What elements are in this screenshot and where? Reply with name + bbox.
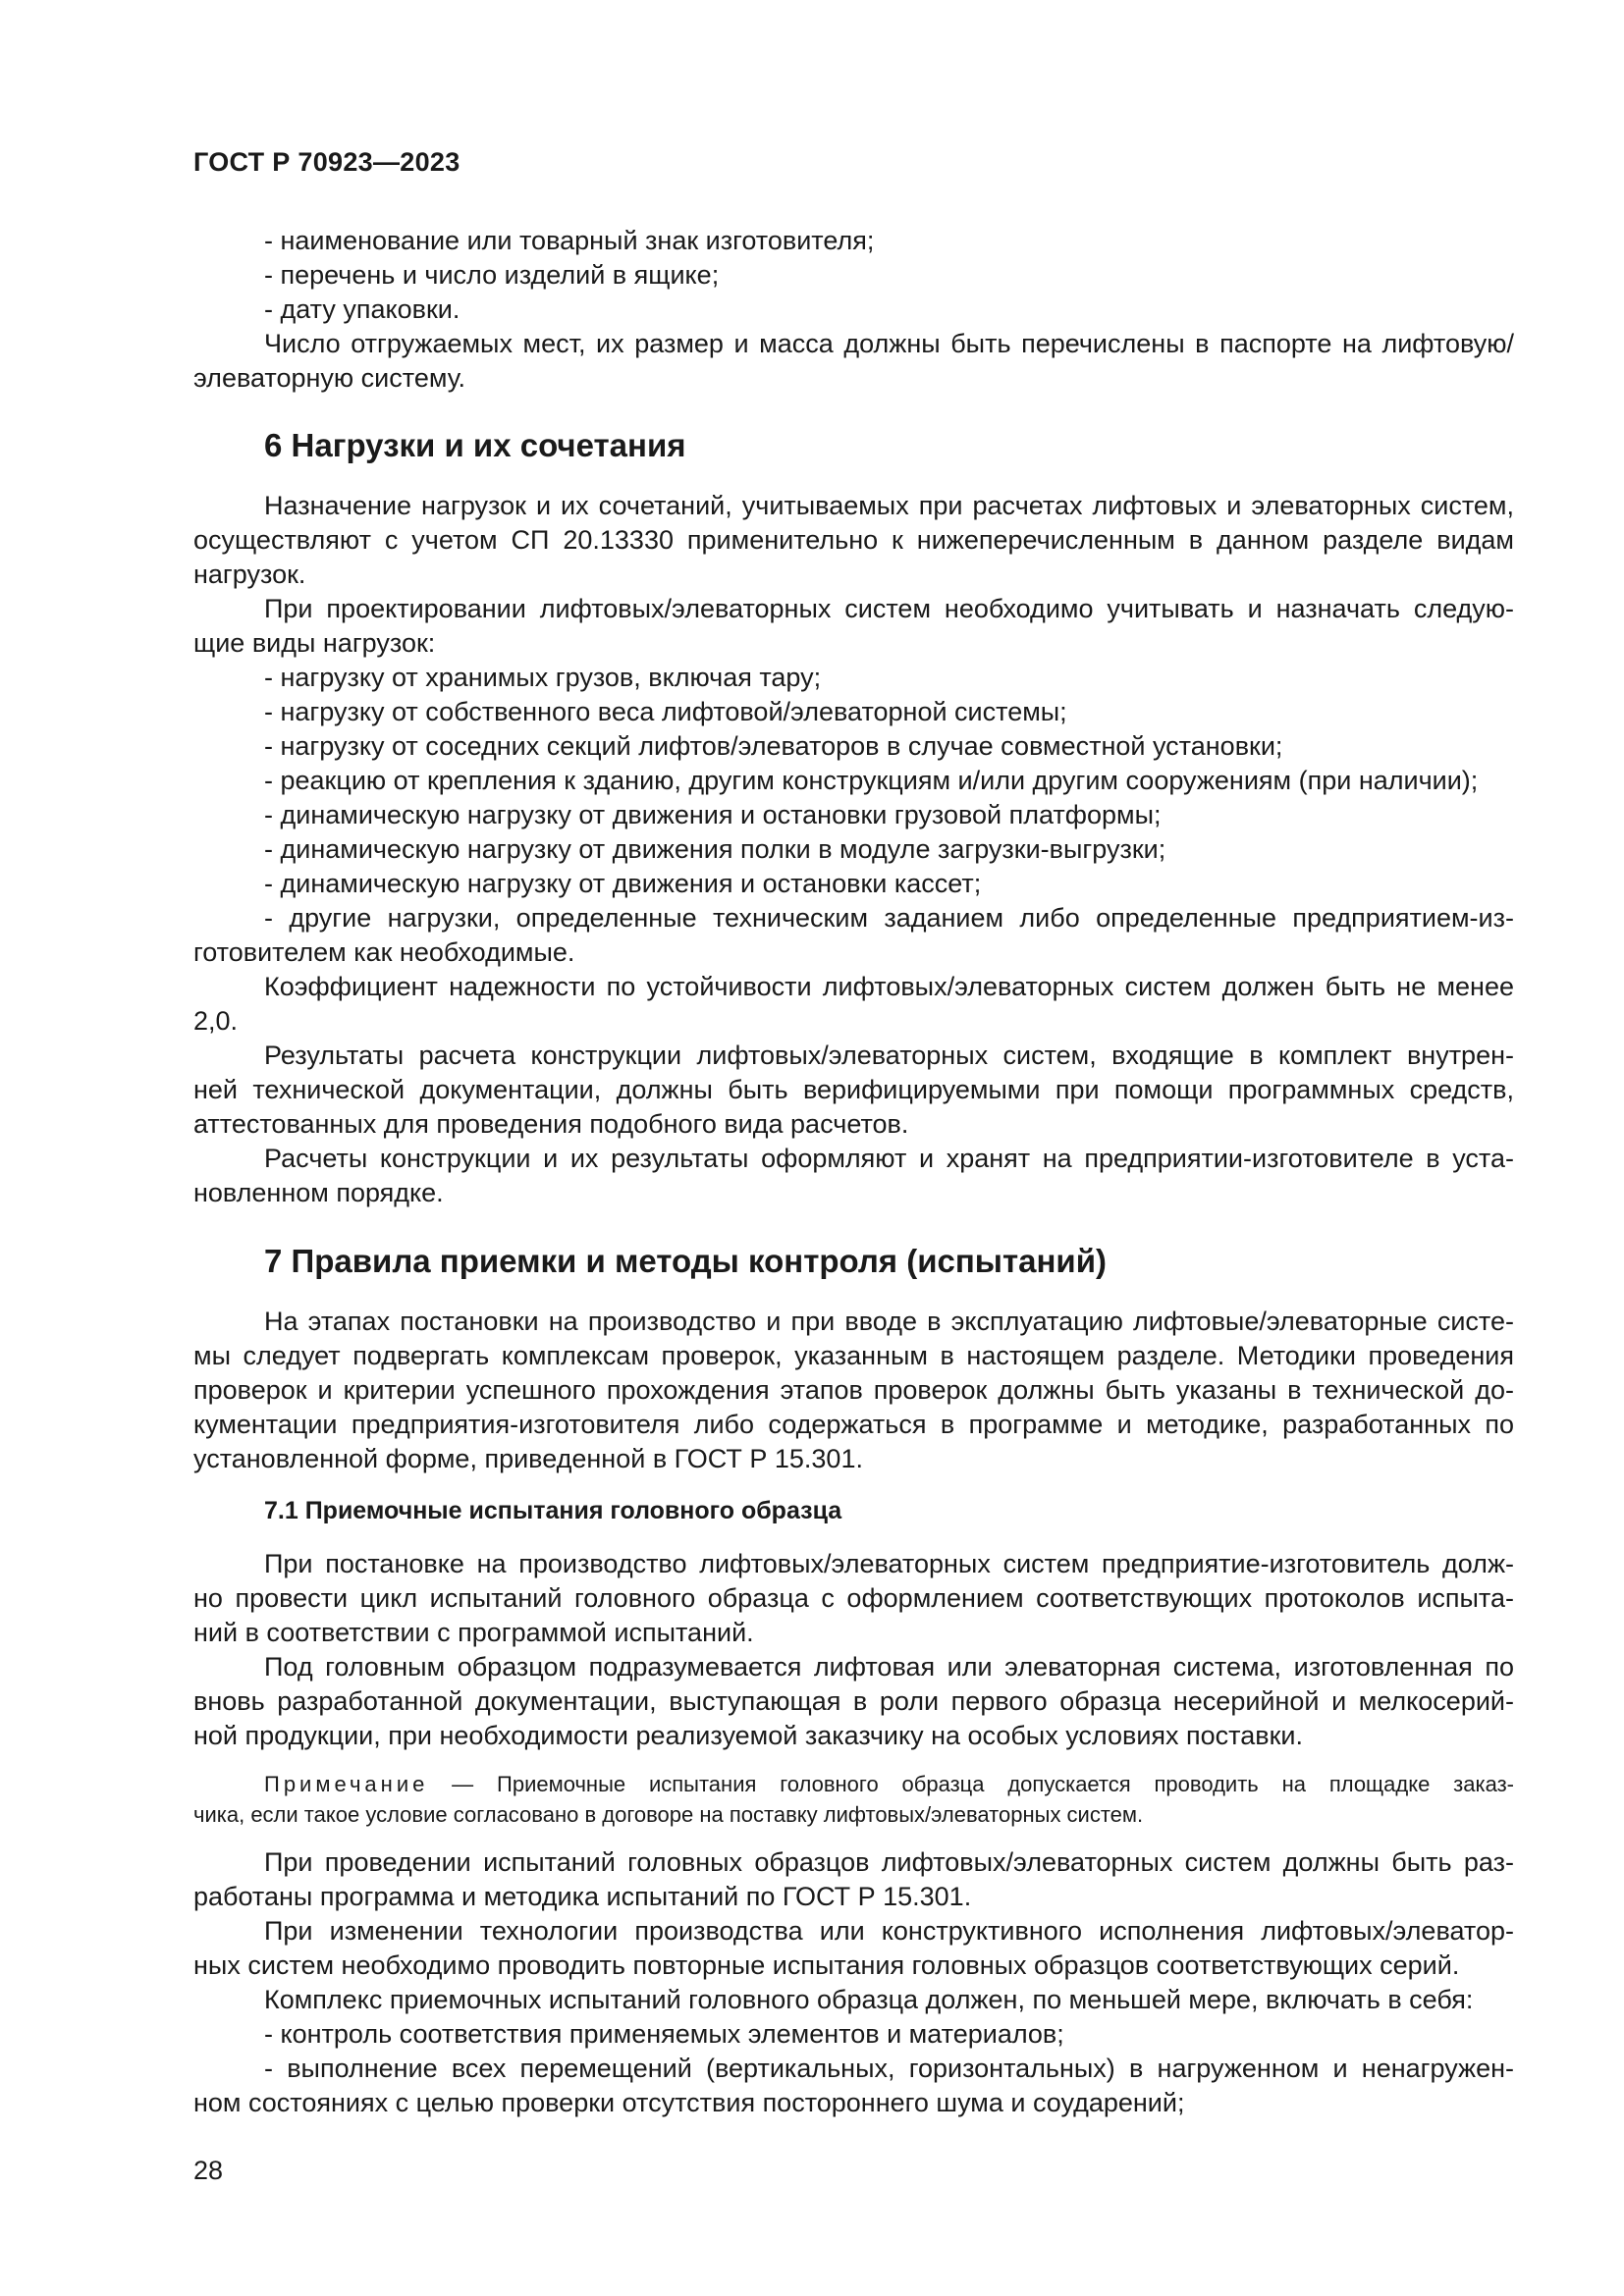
note-block — [193, 1769, 1514, 1830]
paragraph-line: элеваторную систему. — [193, 363, 466, 393]
list-item: - наименование или товарный знак изготовителя; — [264, 226, 875, 255]
page-number: 28 — [193, 2156, 224, 2185]
list-item: - динамическую нагрузку от движения и остановки грузовой платформы; — [264, 800, 1162, 829]
paragraph-line: Комплекс приемочных испытаний головного образца должен, по меньшей мере, включать в себя: — [264, 1985, 1474, 2014]
paragraph-line: но провести цикл испытаний головного образца с оформлением соответствующих протоколов испыта- — [193, 1583, 1514, 1613]
list-item: - перечень и число изделий в ящике; — [264, 260, 720, 290]
list-item: - нагрузку от хранимых грузов, включая тару; — [264, 663, 822, 692]
list-item: - нагрузку от собственного веса лифтовой/элеваторной системы; — [264, 697, 1067, 726]
paragraph-line: аттестованных для проведения подобного вида расчетов. — [193, 1109, 909, 1139]
document-header: ГОСТ Р 70923—2023 — [193, 147, 460, 177]
paragraph-line: осуществляют с учетом СП 20.13330 применительно к нижеперечисленным в данном разделе видам — [193, 525, 1514, 555]
list-item: - выполнение всех перемещений (вертикальных, горизонтальных) в нагруженном и ненагружен- — [264, 2054, 1514, 2083]
paragraph-line: кументации предприятия-изготовителя либо содержаться в программе и методике, разработанных по — [193, 1410, 1514, 1439]
paragraph-line: работаны программа и методика испытаний по ГОСТ Р 15.301. — [193, 1882, 972, 1911]
paragraph-line: Назначение нагрузок и их сочетаний, учитываемых при расчетах лифтовых и элеваторных систем, — [264, 491, 1514, 520]
paragraph-line: Коэффициент надежности по устойчивости лифтовых/элеваторных систем должен быть не менее — [264, 972, 1514, 1001]
note-line: чика, если такое условие согласовано в договоре на поставку лифтовых/элеваторных систем. — [193, 1802, 1144, 1827]
subsection-7-1-title: 7.1 Приемочные испытания головного образца — [264, 1497, 842, 1524]
list-item: - контроль соответствия применяемых элементов и материалов; — [264, 2019, 1064, 2049]
paragraph-line: Результаты расчета конструкции лифтовых/элеваторных систем, входящие в комплект внутрен- — [264, 1041, 1514, 1070]
paragraph-line: проверок и критерии успешного прохождения этапов проверок должны быть указаны в технической до- — [193, 1375, 1514, 1405]
list-item: - динамическую нагрузку от движения и остановки кассет; — [264, 869, 982, 898]
paragraph-line: Под головным образцом подразумевается лифтовая или элеваторная система, изготовленная по — [264, 1652, 1514, 1682]
paragraph-line: ней технической документации, должны быть верифицируемыми при помощи программных средств, — [193, 1075, 1514, 1104]
list-item: - динамическую нагрузку от движения полки в модуле загрузки-выгрузки; — [264, 834, 1166, 864]
list-item-continuation: готовителем как необходимые. — [193, 937, 575, 967]
paragraph-line: ний в соответствии с программой испытаний. — [193, 1618, 754, 1647]
note-line — [193, 1769, 1514, 1799]
paragraph-line: При проведении испытаний головных образцов лифтовых/элеваторных систем должны быть раз- — [264, 1847, 1514, 1877]
section-7-title: 7 Правила приемки и методы контроля (испытаний) — [264, 1243, 1107, 1279]
paragraph-line: 2,0. — [193, 1006, 239, 1036]
paragraph-line: щие виды нагрузок: — [193, 628, 436, 658]
paragraph-line: ных систем необходимо проводить повторные испытания головных образцов соответствующих серий. — [193, 1950, 1460, 1980]
paragraph-line: Расчеты конструкции и их результаты оформляют и хранят на предприятии-изготовителе в уста- — [264, 1144, 1514, 1173]
list-item: - другие нагрузки, определенные техническим заданием либо определенные предприятием-из- — [264, 903, 1514, 933]
paragraph-line: нагрузок. — [193, 560, 306, 589]
paragraph-line: вновь разработанной документации, выступающая в роли первого образца несерийной и мелкосерий- — [193, 1686, 1514, 1716]
paragraph-line: установленной форме, приведенной в ГОСТ Р 15.301. — [193, 1444, 863, 1473]
list-item: - дату упаковки. — [264, 294, 460, 324]
section-6-title: 6 Нагрузки и их сочетания — [264, 427, 686, 463]
paragraph-line: При постановке на производство лифтовых/элеваторных систем предприятие-изготовитель долж- — [264, 1549, 1514, 1578]
list-item: - реакцию от крепления к зданию, другим конструкциям и/или другим сооружениям (при наличии); — [264, 766, 1479, 795]
list-item: - нагрузку от соседних секций лифтов/элеваторов в случае совместной установки; — [264, 731, 1283, 761]
paragraph-line: На этапах постановки на производство и при вводе в эксплуатацию лифтовые/элеваторные систе- — [264, 1307, 1514, 1336]
paragraph-line: Число отгружаемых мест, их размер и масса должны быть перечислены в паспорте на лифтовую/ — [264, 329, 1514, 358]
list-item-continuation: ном состояниях с целью проверки отсутствия постороннего шума и соударений; — [193, 2088, 1185, 2117]
document-body — [193, 224, 1514, 2120]
paragraph-line: новленном порядке. — [193, 1178, 444, 1207]
note-text: — Приемочные испытания головного образца допускается проводить на площадке заказ- — [428, 1772, 1514, 1796]
paragraph-line: мы следует подвергать комплексам проверок, указанным в настоящем разделе. Методики проведения — [193, 1341, 1514, 1370]
note-label: Примечание — [264, 1772, 429, 1796]
paragraph-line: При проектировании лифтовых/элеваторных систем необходимо учитывать и назначать следую- — [264, 594, 1514, 623]
paragraph-line: При изменении технологии производства или конструктивного исполнения лифтовых/элеватор- — [264, 1916, 1514, 1946]
paragraph-line: ной продукции, при необходимости реализуемой заказчику на особых условиях поставки. — [193, 1721, 1303, 1750]
